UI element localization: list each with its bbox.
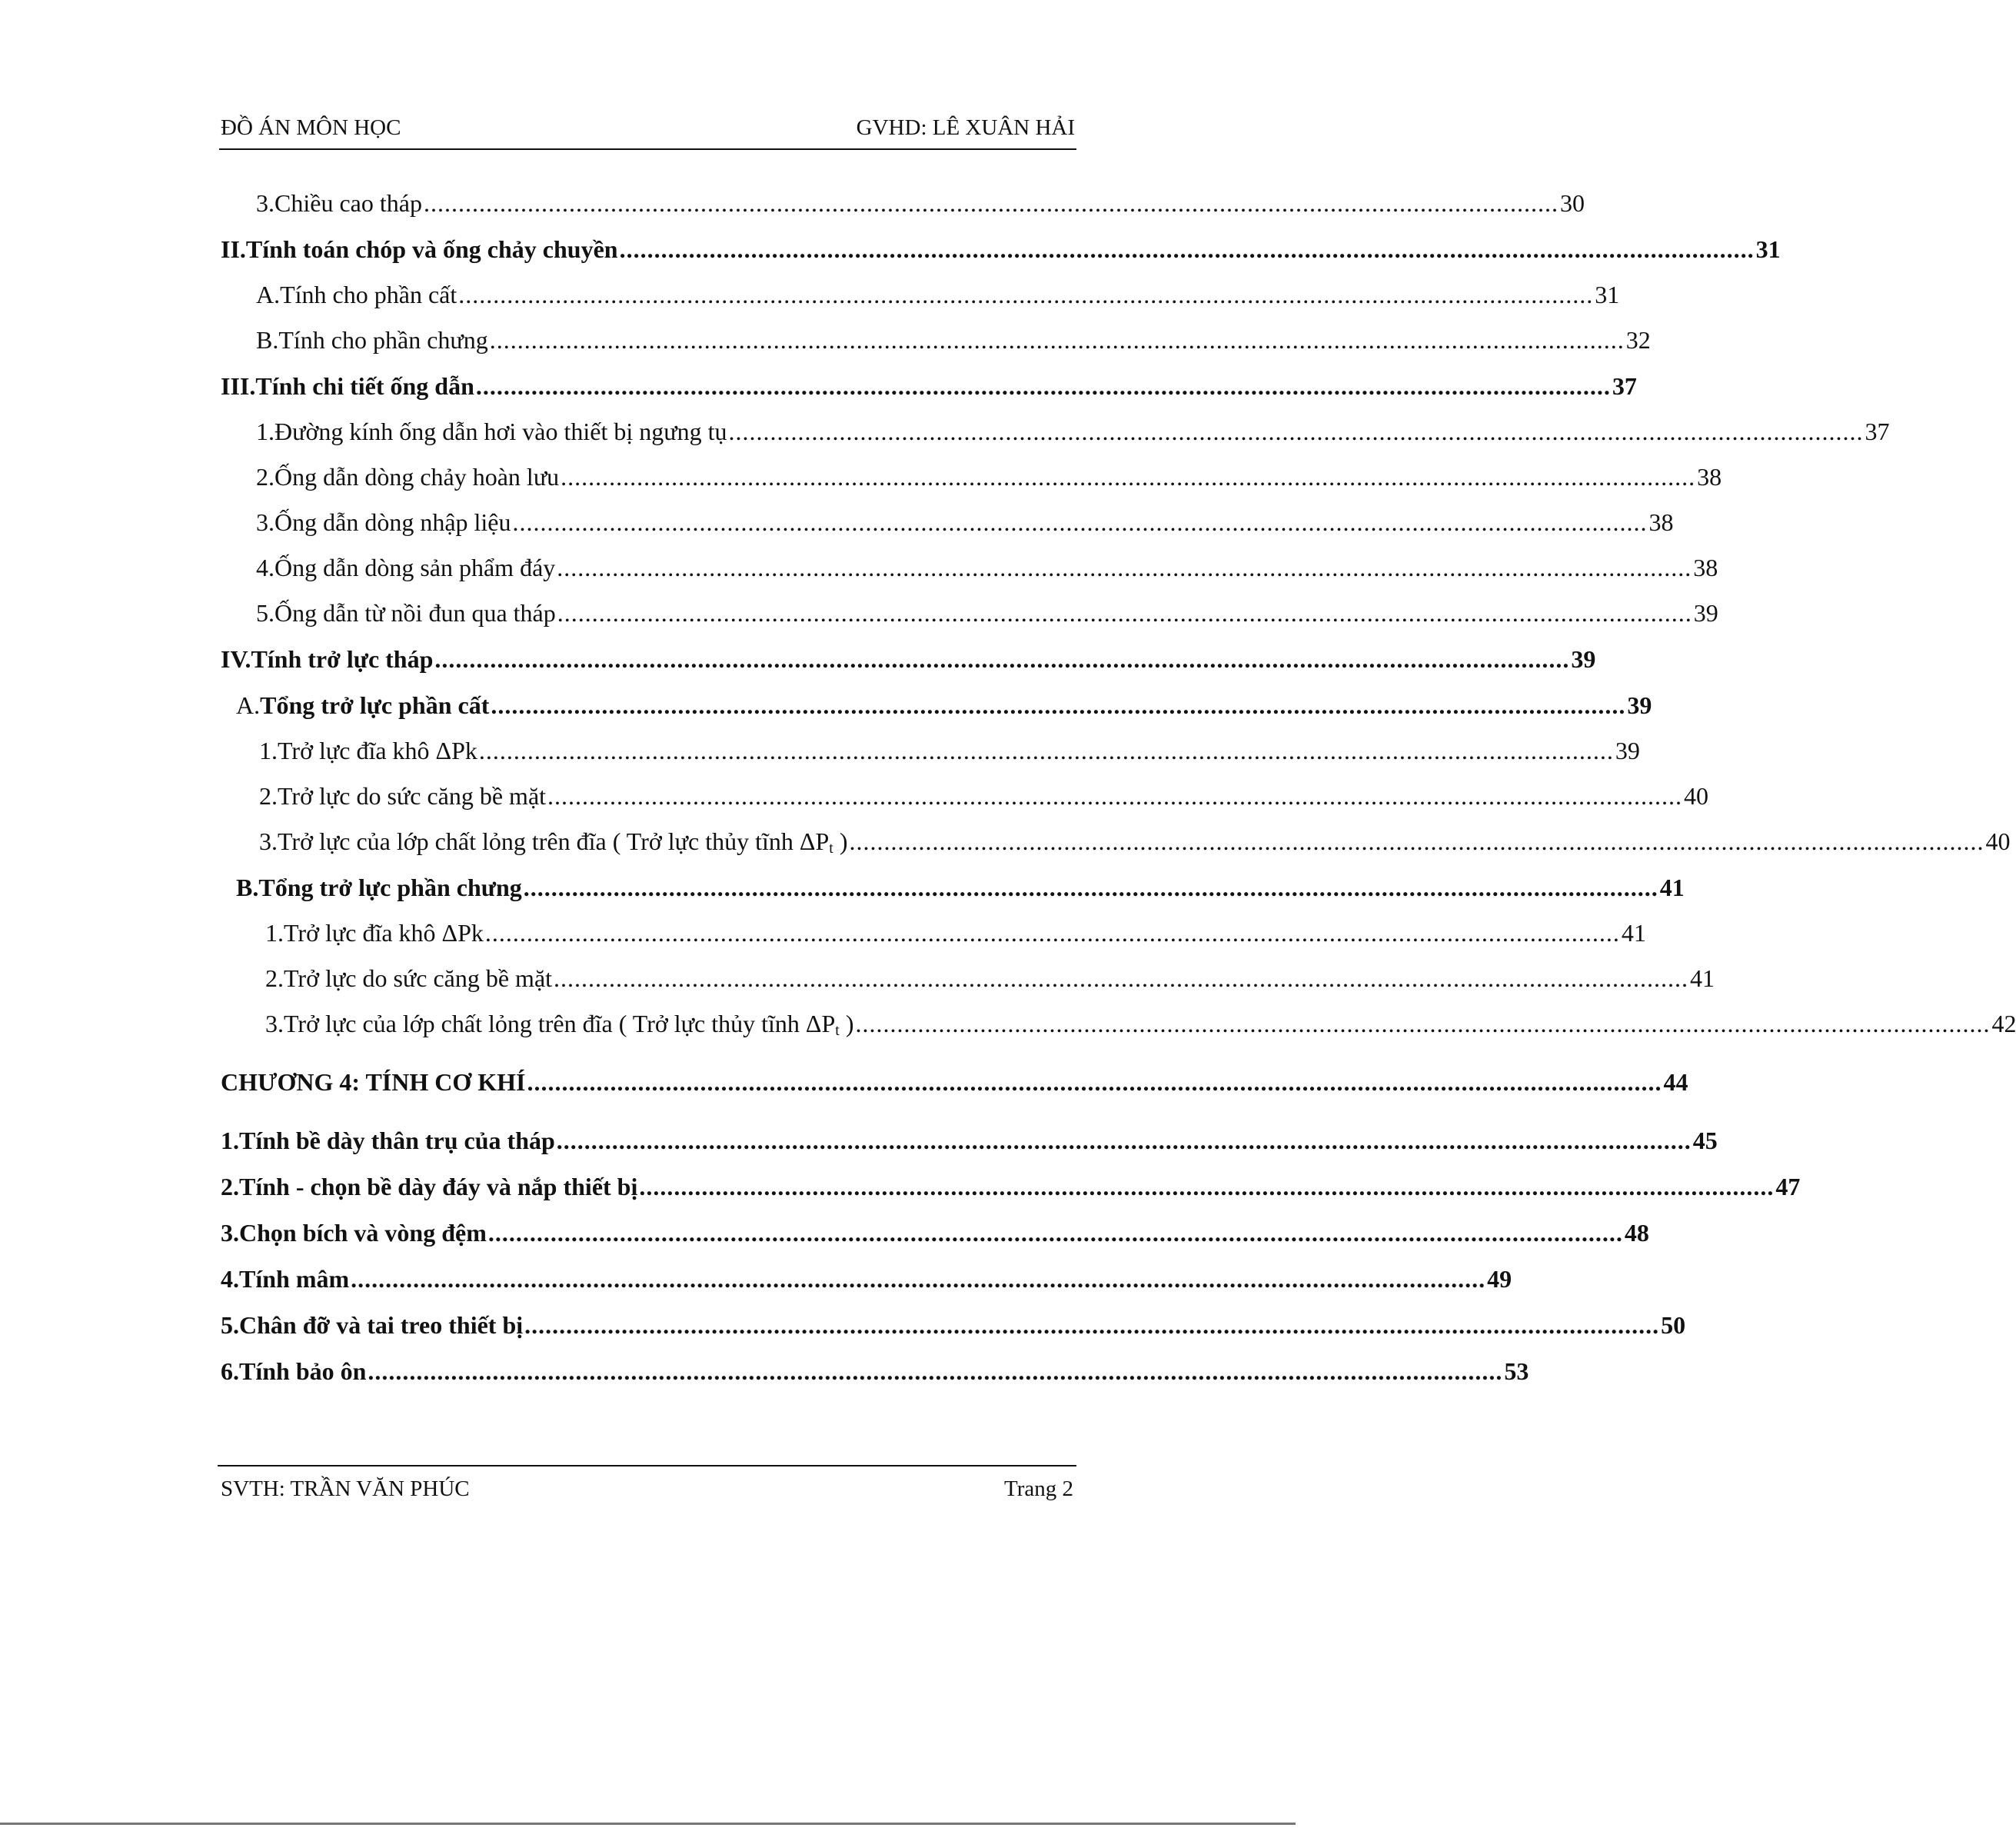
toc-number: 3. [259, 827, 278, 855]
toc-leader: .................................................................................................................................................................... [557, 599, 1692, 627]
toc-title: Tổng trở lực phần cất [260, 691, 490, 719]
toc-number: 3. [256, 508, 274, 536]
toc-page: 50 [1661, 1311, 1686, 1339]
toc-leader: .................................................................................................................................................................... [523, 874, 1658, 901]
toc-entry[interactable] [221, 1265, 1512, 1297]
toc-entry[interactable] [256, 189, 1585, 221]
toc-number: IV. [221, 645, 251, 673]
toc-title: Trở lực đĩa khô ΔPk [278, 737, 477, 764]
toc-chapter-entry[interactable] [221, 1068, 1688, 1100]
toc-title: Tính cho phần chưng [278, 326, 488, 354]
toc-title: Ống dẫn từ nồi đun qua tháp [274, 599, 556, 627]
toc-number: 2. [256, 463, 274, 491]
page-footer [221, 1476, 1073, 1502]
toc-title: Ống dẫn dòng chảy hoàn lưu [274, 463, 560, 491]
toc-number: 2. [221, 1173, 239, 1200]
toc-page: 42 [1991, 1010, 2016, 1037]
header-course: ĐỒ ÁN MÔN HỌC [221, 115, 401, 140]
toc-leader: .................................................................................................................................................................... [491, 691, 1626, 719]
toc-number: 1. [265, 919, 284, 947]
toc-leader: .................................................................................................................................................................... [619, 235, 1755, 263]
toc-number: 5. [256, 599, 274, 627]
toc-number: 2. [259, 782, 278, 810]
toc-page: 48 [1624, 1219, 1649, 1247]
toc-leader: .................................................................................................................................................................... [855, 1010, 1991, 1037]
toc-title: Chân đỡ và tai treo thiết bị [239, 1311, 524, 1339]
toc-number: 3. [256, 189, 274, 217]
toc-entry[interactable] [256, 418, 1890, 450]
toc-page: 37 [1612, 372, 1637, 400]
toc-title: Chọn bích và vòng đệm [239, 1219, 487, 1247]
toc-title: Tổng trở lực phần chưng [258, 874, 522, 901]
footer-page-number: Trang 2 [1004, 1476, 1073, 1501]
toc-entry[interactable] [221, 235, 1781, 268]
toc-page: 38 [1697, 463, 1722, 491]
toc-entry[interactable] [256, 463, 1722, 495]
toc-page: 41 [1690, 964, 1715, 992]
toc-leader: .................................................................................................................................................................... [524, 1311, 1660, 1339]
footer-student: SVTH: TRẦN VĂN PHÚC [221, 1476, 470, 1501]
toc-entry[interactable] [221, 1357, 1529, 1390]
toc-title: Tính bảo ôn [239, 1357, 367, 1385]
toc-leader: .................................................................................................................................................................... [351, 1265, 1486, 1293]
header-advisor: GVHD: LÊ XUÂN HẢI [856, 115, 1075, 140]
toc-page: 31 [1755, 235, 1781, 263]
header-rule [219, 148, 1076, 150]
toc-page: 38 [1693, 554, 1718, 581]
toc-entry[interactable] [236, 874, 1685, 906]
toc-number: III. [221, 372, 256, 400]
toc-page: 41 [1659, 874, 1685, 901]
toc-page: 45 [1692, 1127, 1718, 1154]
toc-number: 3. [265, 1010, 284, 1037]
toc-leader: .................................................................................................................................................................... [489, 326, 1625, 354]
toc-title: Đường kính ống dẫn hơi vào thiết bị ngưng tụ [274, 418, 727, 445]
toc-leader: .................................................................................................................................................................... [639, 1173, 1775, 1200]
toc-page: 44 [1663, 1068, 1688, 1096]
toc-entry[interactable] [221, 1311, 1686, 1343]
toc-title: Tính toán chóp và ống chảy chuyền [245, 235, 618, 263]
scan-edge-line [0, 1823, 1296, 1825]
toc-number: B. [236, 874, 259, 901]
toc-title: Trở lực của lớp chất lỏng trên đĩa ( Trở lực thủy tĩnh $\Delta P_t$ ) [278, 827, 848, 857]
toc-page: 37 [1865, 418, 1890, 445]
toc-title: Chiều cao tháp [274, 189, 422, 217]
toc-number: 3. [221, 1219, 239, 1247]
toc-page: 39 [1615, 737, 1640, 764]
toc-title: Trở lực của lớp chất lỏng trên đĩa ( Trở lực thủy tĩnh $\Delta P_t$ ) [284, 1010, 854, 1039]
toc-leader: .................................................................................................................................................................... [527, 1068, 1662, 1096]
toc-leader: .................................................................................................................................................................... [849, 827, 1984, 855]
page-header [221, 115, 1075, 141]
toc-number: 5. [221, 1311, 239, 1339]
toc-entry[interactable] [221, 1219, 1649, 1251]
toc-title: Tính trở lực tháp [251, 645, 434, 673]
toc-page: 39 [1571, 645, 1596, 673]
toc-number: 2. [265, 964, 284, 992]
toc-leader: .................................................................................................................................................................... [475, 372, 1611, 400]
toc-page: 53 [1504, 1357, 1529, 1385]
toc-page: 40 [1985, 827, 2011, 855]
toc-page: 41 [1621, 919, 1646, 947]
toc-entry[interactable] [256, 508, 1674, 541]
toc-leader: .................................................................................................................................................................... [484, 919, 1620, 947]
toc-page: 39 [1627, 691, 1652, 719]
toc-entry[interactable] [221, 1173, 1801, 1205]
toc-page: 40 [1684, 782, 1709, 810]
toc-entry[interactable] [265, 964, 1715, 997]
toc-title: Trở lực đĩa khô ΔPk [284, 919, 484, 947]
toc-entry[interactable] [256, 554, 1718, 586]
toc-page: 32 [1625, 326, 1651, 354]
toc-entry[interactable] [221, 645, 1596, 677]
toc-leader: .................................................................................................................................................................... [547, 782, 1683, 810]
toc-number: 6. [221, 1357, 239, 1385]
toc-leader: .................................................................................................................................................................... [487, 1219, 1623, 1247]
toc-page: 49 [1487, 1265, 1512, 1293]
toc-leader: .................................................................................................................................................................... [458, 281, 1594, 308]
toc-leader: .................................................................................................................................................................... [423, 189, 1559, 217]
toc-number: 1. [221, 1127, 239, 1154]
toc-entry[interactable] [221, 1127, 1718, 1159]
toc-leader: .................................................................................................................................................................... [434, 645, 1570, 673]
toc-page: 47 [1775, 1173, 1801, 1200]
toc-entry[interactable] [256, 599, 1718, 631]
toc-number: A. [256, 281, 281, 308]
toc-leader: .................................................................................................................................................................... [478, 737, 1614, 764]
toc-title: CHƯƠNG 4: TÍNH CƠ KHÍ [221, 1068, 526, 1096]
toc-entry[interactable] [259, 737, 1640, 769]
toc-leader: .................................................................................................................................................................... [561, 463, 1696, 491]
toc-title: Ống dẫn dòng sản phẩm đáy [274, 554, 556, 581]
toc-number: 4. [256, 554, 274, 581]
toc-leader: .................................................................................................................................................................... [554, 964, 1689, 992]
toc-entry[interactable] [265, 919, 1646, 951]
toc-number: 1. [256, 418, 274, 445]
toc-entry[interactable] [259, 782, 1709, 814]
toc-page: 39 [1693, 599, 1718, 627]
toc-title: Ống dẫn dòng nhập liệu [274, 508, 511, 536]
toc-title: Tính bề dày thân trụ của tháp [239, 1127, 555, 1154]
toc-title: Tính - chọn bề dày đáy và nắp thiết bị [239, 1173, 638, 1200]
toc-leader: .................................................................................................................................................................... [557, 554, 1692, 581]
toc-leader: .................................................................................................................................................................... [512, 508, 1648, 536]
toc-entry[interactable] [256, 281, 1620, 313]
toc-title: Trở lực do sức căng bề mặt [278, 782, 547, 810]
toc-number: A. [236, 691, 261, 719]
toc-number: 1. [259, 737, 278, 764]
toc-title: Tính mâm [239, 1265, 350, 1293]
toc-entry[interactable] [259, 827, 2011, 860]
toc-page: 31 [1595, 281, 1620, 308]
toc-title: Tính cho phần cất [280, 281, 457, 308]
toc-entry[interactable] [221, 372, 1637, 404]
toc-entry[interactable] [265, 1010, 2016, 1042]
toc-entry[interactable] [236, 691, 1652, 724]
toc-leader: .................................................................................................................................................................... [556, 1127, 1692, 1154]
toc-number: B. [256, 326, 279, 354]
toc-page: 38 [1648, 508, 1674, 536]
toc-number: 4. [221, 1265, 239, 1293]
toc-page: 30 [1559, 189, 1585, 217]
toc-leader: .................................................................................................................................................................... [728, 418, 1864, 445]
toc-number: II. [221, 235, 246, 263]
footer-rule [218, 1465, 1076, 1466]
toc-leader: .................................................................................................................................................................... [368, 1357, 1503, 1385]
toc-entry[interactable] [256, 326, 1651, 358]
toc-title: Trở lực do sức căng bề mặt [284, 964, 553, 992]
toc-title: Tính chi tiết ống dẫn [255, 372, 474, 400]
